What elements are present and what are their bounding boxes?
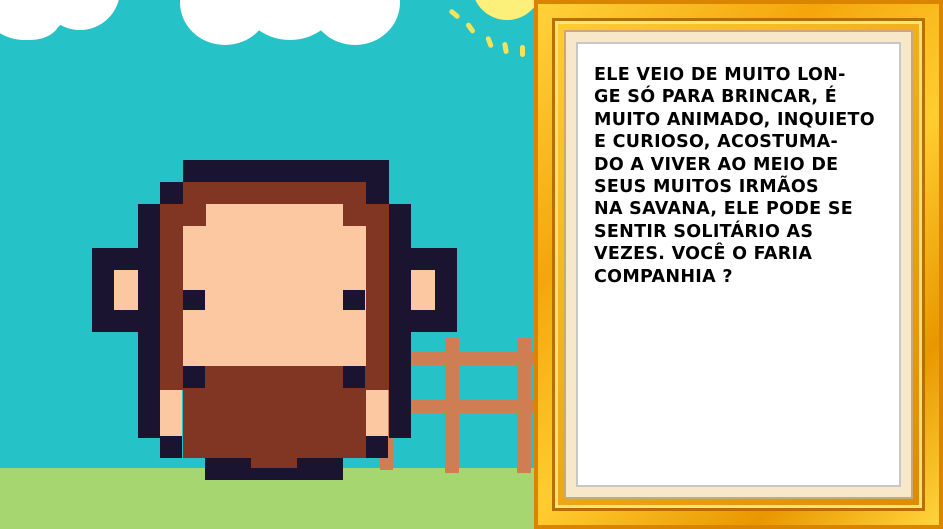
sprite-pixel: [297, 458, 343, 480]
story-text: ELE VEIO DE MUITO LON- GE SÓ PARA BRINCAR, É MUITO ANIMADO, INQUIETO E CURIOSO, ACOSTUMA- DO A VIVER AO MEIO DE SEUS MUITOS IRMÃOS NA SAVANA, ELE PODE SE SENTIR SOLITÁRIO AS VEZES. VOCÊ O FARIA COMPANHIA ?: [594, 65, 875, 287]
sprite-pixel: [389, 390, 411, 438]
sprite-pixel: [366, 390, 388, 438]
sprite-pixel: [183, 366, 205, 388]
sprite-pixel: [114, 270, 138, 310]
sprite-pixel: [138, 204, 160, 230]
sprite-pixel: [92, 270, 114, 310]
sprite-pixel: [205, 458, 251, 480]
sprite-pixel: [160, 182, 183, 204]
sprite-pixel: [92, 248, 138, 270]
sprite-pixel: [251, 468, 297, 480]
sprite-pixel: [92, 310, 138, 332]
sprite-pixel: [435, 270, 457, 310]
gold-picture-frame: [534, 0, 943, 529]
sprite-pixel: [389, 204, 411, 230]
sprite-pixel: [183, 290, 205, 310]
sprite-pixel: [183, 226, 366, 366]
sprite-pixel: [343, 290, 365, 310]
sprite-pixel: [251, 458, 297, 468]
sprite-pixel: [366, 182, 389, 204]
sprite-pixel: [411, 248, 457, 270]
sprite-pixel: [138, 390, 160, 438]
sprite-pixel: [343, 366, 365, 388]
sprite-pixel: [411, 270, 435, 310]
sprite-pixel: [389, 230, 411, 390]
sprite-pixel: [160, 390, 182, 438]
sprite-pixel: [183, 388, 366, 436]
sprite-pixel: [160, 436, 182, 458]
sprite-pixel: [183, 160, 389, 182]
sprite-pixel: [183, 182, 366, 204]
sprite-pixel: [138, 230, 160, 390]
sprite-pixel: [366, 436, 388, 458]
sprite-pixel: [206, 204, 343, 226]
sprite-pixel: [411, 310, 457, 332]
sprite-pixel: [205, 376, 343, 384]
sprite-pixel: [183, 436, 366, 458]
